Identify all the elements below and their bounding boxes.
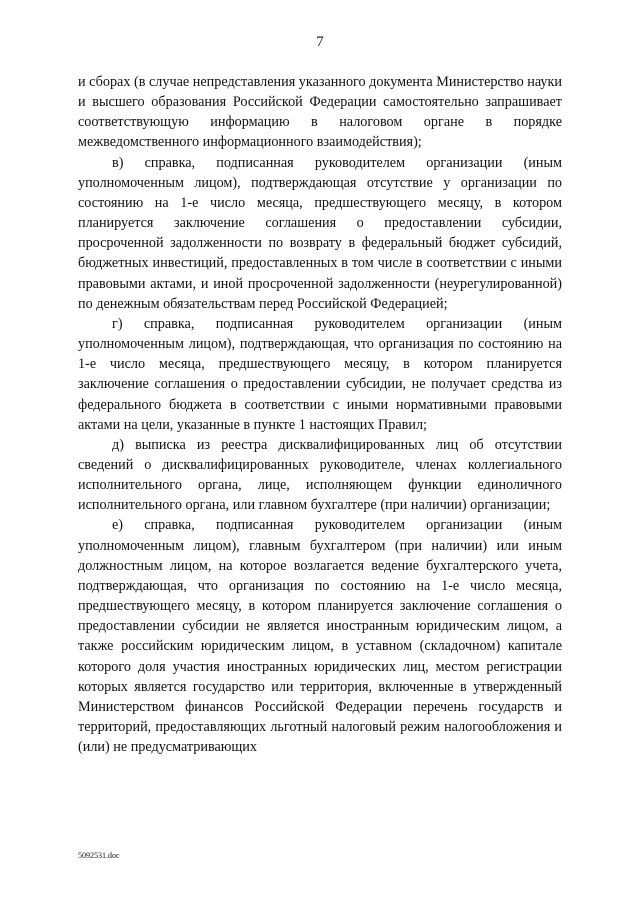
paragraph-item-g: г) справка, подписанная руководителем организации (иным уполномоченным лицом), подтверждающая, что организация по состоянию на 1-е число месяца, предшествующего месяцу, в котором планируется заключение соглашения о предоставлении субсидии, не получает средства из федерального бюджета в соответствии с иными нормативными правовыми актами на цели, указанные в пункте 1 настоящих Правил; [78,315,562,433]
paragraph-continuation: и сборах (в случае непредставления указанного документа Министерство науки и высшего образования Российской Федерации самостоятельно запрашивает соответствующую информацию в налоговом органе в порядке межведомственного информационного взаимодействия); [78,74,562,151]
document-filename-footer: 5092531.doc [78,851,120,860]
paragraph-item-v: в) справка, подписанная руководителем организации (иным уполномоченным лицом), подтверждающая отсутствие у организации по состоянию на 1-е число месяца, предшествующего месяцу, в котором планируется заключение соглашения о предоставлении субсидии, просроченной задолженности по возврату в федеральный бюджет субсидий, бюджетных инвестиций, предоставленных в том числе в соответствии с иными правовыми актами, и иной просроченной задолженности (неурегулированной) по денежным обязательствам перед Российской Федерацией; [78,154,562,312]
page-number: 7 [316,34,324,50]
paragraph-item-d: д) выписка из реестра дисквалифицированных лиц об отсутствии сведений о дисквалифицированных руководителе, членах коллегиального исполнительного органа, лице, исполняющем функции единоличного исполнительного органа, или главном бухгалтере (при наличии) организации; [78,436,562,514]
document-body [78,72,562,757]
paragraph-item-e: е) справка, подписанная руководителем организации (иным уполномоченным лицом), главным бухгалтером (при наличии) или иным должностным лицом, на которое возлагается ведение бухгалтерского учета, подтверждающая, что организация по состоянию на 1-е число месяца, предшествующего месяцу, в котором планируется заключение соглашения о предоставлении субсидии не является иностранным юридическим лицом, а также российским юридическим лицом, в уставном (складочном) капитале которого доля участия иностранных юридических лиц, местом регистрации которых является государство или территория, включенные в утвержденный Министерством финансов Российской Федерации перечень государств и территорий, предоставляющих льготный налоговый режим налогообложения и (или) не предусматривающих [78,517,562,756]
